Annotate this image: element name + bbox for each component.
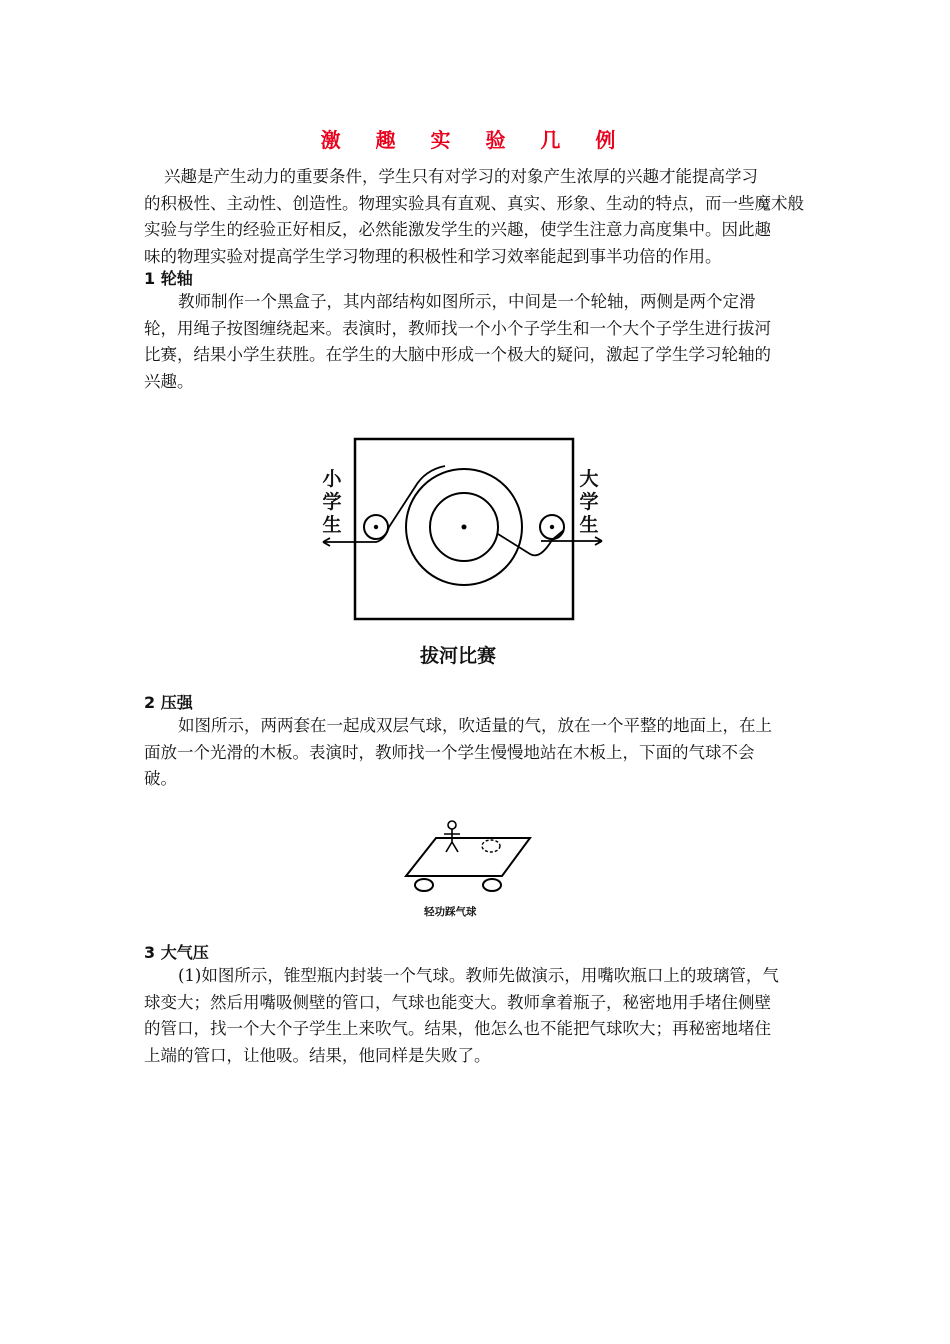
section-heading-wheel-axle: 1 轮轴 [144, 269, 193, 288]
balloon-right [483, 879, 501, 891]
label-char: 小 [322, 468, 342, 490]
stick-figure-person [444, 829, 460, 852]
intro-line: 兴趣是产生动力的重要条件，学生只有对学习的对象产生浓厚的兴趣才能提高学习 [164, 167, 758, 186]
paragraph-line: 面放一个光滑的木板。表演时，教师找一个学生慢慢地站在木板上，下面的气球不会 [144, 742, 755, 762]
balloon-board-figure [398, 814, 538, 896]
section-paragraph-atmospheric-pressure [144, 963, 806, 1069]
figure-caption-balloons: 轻功踩气球 [424, 906, 477, 918]
intro-line: 实验与学生的经验正好相反，必然能激发学生的兴趣，使学生注意力高度集中。因此趣 [144, 220, 771, 239]
person-head [448, 821, 456, 829]
label-char: 学 [579, 491, 599, 513]
intro-line: 的积极性、主动性、创造性。物理实验具有直观、真实、形象、生动的特点，而一些魔术般 [144, 193, 804, 213]
paragraph-line: 比赛，结果小学生获胜。在学生的大脑中形成一个极大的疑问，激起了学生学习轮轴的 [144, 345, 771, 364]
hidden-balloon [482, 840, 500, 852]
wooden-board [406, 838, 530, 876]
paragraph-line: 教师制作一个黑盒子，其内部结构如图所示，中间是一个轮轴，两侧是两个定滑 [178, 292, 756, 311]
left-student-label [320, 468, 344, 537]
wheel-axle-figure [315, 430, 615, 630]
section-paragraph-pressure [144, 713, 806, 793]
label-char: 大 [579, 468, 599, 490]
intro-paragraph [144, 164, 806, 270]
right-student-label [577, 468, 601, 537]
section-paragraph-wheel-axle [144, 289, 806, 395]
left-pulley-center [374, 525, 378, 529]
section-heading-pressure: 2 压强 [144, 693, 193, 712]
label-char: 生 [579, 514, 599, 536]
paragraph-line: (1)如图所示，锥型瓶内封装一个气球。教师先做演示，用嘴吹瓶口上的玻璃管，气 [178, 966, 779, 985]
document-title: 激 趣 实 验 几 例 [320, 128, 630, 152]
paragraph-line: 如图所示，两两套在一起成双层气球，吹适量的气，放在一个平整的地面上，在上 [178, 716, 772, 735]
paragraph-line: 轮，用绳子按图缠绕起来。表演时，教师找一个小个子学生和一个大个子学生进行拔河 [144, 318, 771, 338]
paragraph-line: 球变大；然后用嘴吸侧壁的管口，气球也能变大。教师拿着瓶子，秘密地用手堵住侧壁 [144, 992, 771, 1012]
paragraph-line: 兴趣。 [144, 371, 194, 391]
intro-line: 味的物理实验对提高学生学习物理的积极性和学习效率能起到事半功倍的作用。 [144, 246, 722, 266]
paragraph-line: 上端的管口，让他吸。结果，他同样是失败了。 [144, 1045, 491, 1065]
paragraph-line: 的管口，找一个大个子学生上来吹气。结果，他怎么也不能把气球吹大；再秘密地堵住 [144, 1019, 771, 1038]
label-char: 学 [322, 491, 342, 513]
right-pulley-center [550, 525, 554, 529]
balloon-left [415, 879, 433, 891]
section-heading-atmospheric-pressure: 3 大气压 [144, 943, 209, 962]
figure-caption-tug-of-war: 拔河比赛 [420, 645, 497, 667]
axle-center [462, 525, 467, 530]
label-char: 生 [322, 514, 342, 536]
paragraph-line: 破。 [144, 769, 177, 788]
